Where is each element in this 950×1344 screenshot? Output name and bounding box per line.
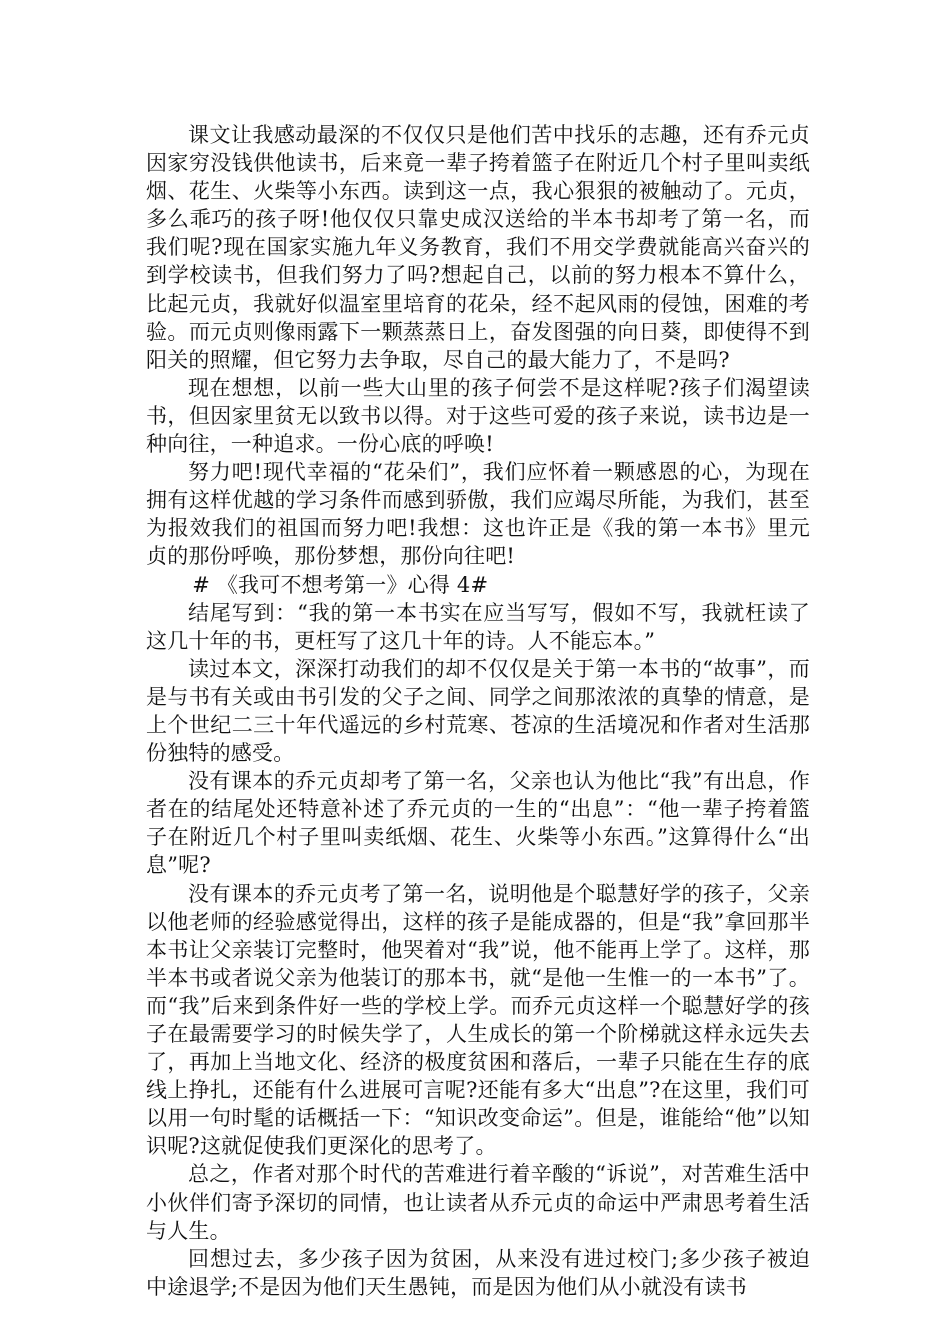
paragraph: 结尾写到：“我的第一本书实在应当写写，假如不写，我就枉读了这几十年的书，更枉写了这几十年的诗。人不能忘本。” — [146, 600, 810, 653]
paragraph: 回想过去，多少孩子因为贫困，从来没有进过校门;多少孩子被迫中途退学;不是因为他们天生愚钝，而是因为他们从小就没有读书 — [146, 1246, 810, 1299]
paragraph: 没有课本的乔元贞却考了第一名，父亲也认为他比“我”有出息，作者在的结尾处还特意补述了乔元贞的一生的“出息”：“他一辈子挎着篮子在附近几个村子里叫卖纸烟、花生、火柴等小东西。”这算得什么“出息”呢? — [146, 769, 810, 878]
paragraph: 读过本文，深深打动我们的却不仅仅是关于第一本书的“故事”，而是与书有关或由书引发的父子之间、同学之间那浓浓的真挚的情意，是上个世纪二三十年代遥远的乡村荒寒、苍凉的生活境况和作者对生活那份独特的感受。 — [146, 656, 810, 766]
document-body — [146, 121, 810, 1301]
paragraph: 总之，作者对那个时代的苦难进行着辛酸的“诉说”，对苦难生活中小伙伴们寄予深切的同情，也让读者从乔元贞的命运中严肃思考着生活与人生。 — [146, 1162, 810, 1243]
section-heading: # 《我可不想考第一》心得 4# — [192, 572, 489, 597]
paragraph: 没有课本的乔元贞考了第一名，说明他是个聪慧好学的孩子，父亲以他老师的经验感觉得出，这样的孩子是能成器的，但是“我”拿回那半本书让父亲装订完整时，他哭着对“我”说，他不能再上学了。这样，那半本书或者说父亲为他装订的那本书，就“是他一生惟一的一本书”了。而“我”后来到条件好一些的学校上学。而乔元贞这样一个聪慧好学的孩子在最需要学习的时候失学了，人生成长的第一个阶梯就这样永远失去了，再加上当地文化、经济的极度贫困和落后，一辈子只能在生存的底线上挣扎，还能有什么进展可言呢?还能有多大“出息”?在这里，我们可以用一句时髦的话概括一下：“知识改变命运”。但是，谁能给“他”以知识呢?这就促使我们更深化的思考了。 — [146, 881, 810, 1159]
paragraph: 课文让我感动最深的不仅仅只是他们苦中找乐的志趣，还有乔元贞因家穷没钱供他读书，后来竟一辈子挎着篮子在附近几个村子里叫卖纸烟、花生、火柴等小东西。读到这一点，我心狠狠的被触动了。元贞，多么乖巧的孩子呀!他仅仅只靠史成汉送给的半本书却考了第一名，而我们呢?现在国家实施九年义务教育，我们不用交学费就能高兴奋兴的到学校读书，但我们努力了吗?想起自己，以前的努力根本不算什么，比起元贞，我就好似温室里培育的花朵，经不起风雨的侵蚀，困难的考验。而元贞则像雨露下一颗蒸蒸日上，奋发图强的向日葵，即使得不到阳关的照耀，但它努力去争取，尽自己的最大能力了，不是吗? — [146, 123, 810, 372]
paragraph: 现在想想，以前一些大山里的孩子何尝不是这样呢?孩子们渴望读书，但因家里贫无以致书以得。对于这些可爱的孩子来说，读书边是一种向往，一种追求。一份心底的呼唤! — [146, 375, 810, 457]
paragraph: 努力吧!现代幸福的“花朵们”，我们应怀着一颗感恩的心，为现在拥有这样优越的学习条件而感到骄傲，我们应竭尽所能，为我们，甚至为报效我们的祖国而努力吧!我想：这也许正是《我的第一本书》里元贞的那份呼唤，那份梦想，那份向往吧! — [146, 460, 810, 569]
